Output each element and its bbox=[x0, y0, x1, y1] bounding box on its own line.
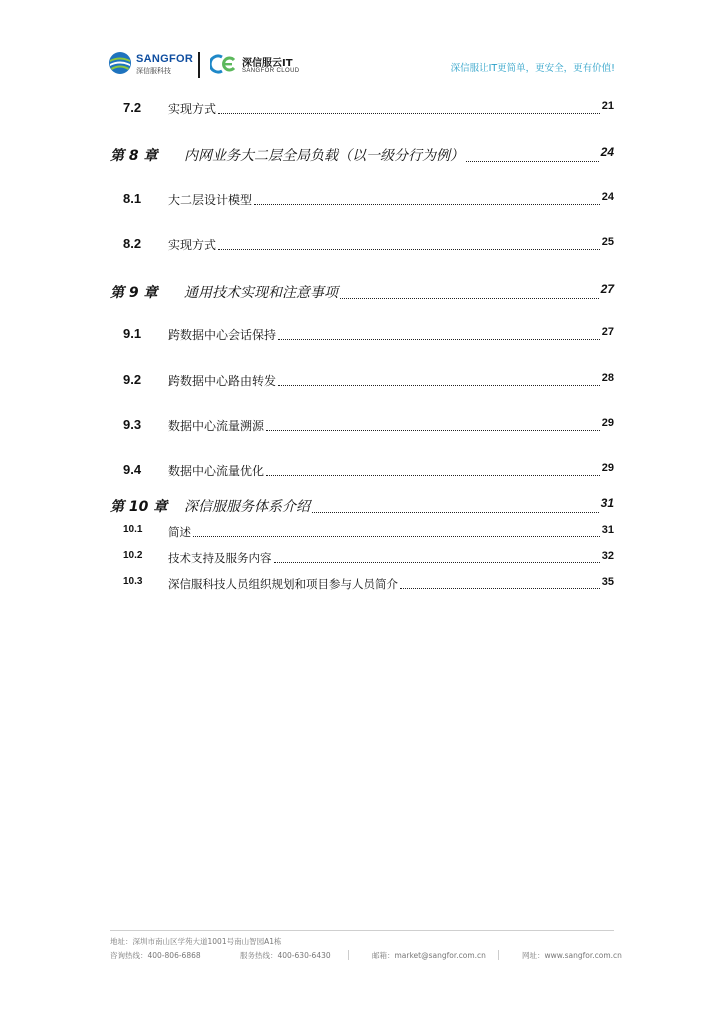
cloud-brand-name: 深信服云IT bbox=[242, 58, 293, 69]
toc-entry-title: 数据中心流量溯源 bbox=[168, 419, 265, 433]
toc-leader-dots bbox=[266, 473, 600, 476]
toc-page-number: 29 bbox=[601, 417, 614, 429]
toc-leader-dots bbox=[278, 383, 600, 386]
toc-leader-dots bbox=[266, 428, 600, 431]
toc-entry-number: 8.2 bbox=[123, 236, 142, 251]
toc-leader-dots bbox=[218, 111, 600, 114]
footer-divider bbox=[110, 930, 614, 931]
toc-entry-number: 10.1 bbox=[123, 524, 143, 535]
toc-leader-dots bbox=[312, 510, 599, 513]
toc-leader-dots bbox=[254, 202, 600, 205]
brand-sub: 深信服科技 bbox=[136, 67, 171, 75]
toc-leader-dots bbox=[466, 159, 599, 162]
toc-leader-dots bbox=[400, 586, 600, 589]
toc-entry-title: 深信服科技人员组织规划和项目参与人员简介 bbox=[168, 577, 398, 591]
toc-page-number: 32 bbox=[601, 550, 614, 562]
page-header bbox=[0, 0, 724, 90]
toc-leader-dots bbox=[340, 296, 599, 299]
footer-service-hotline: 服务热线：400-630-6430 bbox=[240, 951, 331, 960]
toc-entry-title: 内网业务大二层全局负载（以一级分行为例） bbox=[184, 148, 464, 164]
sangfor-globe-icon bbox=[108, 51, 132, 75]
toc-page-number: 31 bbox=[601, 524, 614, 536]
sangfor-logo bbox=[108, 51, 194, 81]
brand-name: SANGFOR bbox=[136, 53, 194, 65]
cloud-brand-sub: SANGFOR CLOUD bbox=[242, 68, 300, 74]
toc-leader-dots bbox=[278, 337, 600, 340]
toc-leader-dots bbox=[274, 560, 600, 563]
toc-entry-number: 第 10 章 bbox=[110, 499, 168, 515]
toc-page-number: 29 bbox=[601, 462, 614, 474]
toc-entry-number: 9.2 bbox=[123, 372, 142, 387]
toc-entry-number: 8.1 bbox=[123, 191, 142, 206]
toc-page-number: 21 bbox=[601, 100, 614, 112]
toc-entry-number: 第 9 章 bbox=[110, 285, 158, 301]
toc-entry-title: 实现方式 bbox=[168, 102, 217, 116]
toc-entry-number: 第 8 章 bbox=[110, 148, 158, 164]
toc-page-number: 27 bbox=[601, 326, 614, 338]
footer-separator bbox=[348, 950, 349, 960]
cloud-logo-icon bbox=[210, 54, 236, 74]
toc-entry-title: 通用技术实现和注意事项 bbox=[184, 285, 338, 301]
toc-page-number: 25 bbox=[601, 236, 614, 248]
footer-email: 邮箱：market@sangfor.com.cn bbox=[372, 951, 486, 960]
toc-entry-title: 跨数据中心路由转发 bbox=[168, 374, 277, 388]
toc-entry-title: 实现方式 bbox=[168, 238, 217, 252]
header-slogan: 深信服让IT更简单，更安全，更有价值! bbox=[450, 63, 615, 74]
toc-leader-dots bbox=[218, 247, 600, 250]
toc-entry-number: 7.2 bbox=[123, 100, 142, 115]
toc-page-number: 35 bbox=[601, 576, 614, 588]
toc-entry-number: 9.1 bbox=[123, 326, 142, 341]
toc-entry-number: 9.3 bbox=[123, 417, 142, 432]
logo-divider bbox=[198, 52, 200, 78]
toc-page-number: 24 bbox=[600, 145, 614, 159]
footer-separator bbox=[498, 950, 499, 960]
toc-entry-title: 大二层设计模型 bbox=[168, 193, 253, 207]
toc-page-number: 31 bbox=[600, 496, 614, 510]
toc-entry-number: 10.3 bbox=[123, 576, 143, 587]
toc-entry-title: 跨数据中心会话保持 bbox=[168, 328, 277, 342]
footer-consult-hotline: 咨询热线：400-806-6868 bbox=[110, 951, 201, 960]
toc-leader-dots bbox=[193, 534, 600, 537]
toc-entry-number: 9.4 bbox=[123, 462, 142, 477]
footer-website: 网址：www.sangfor.com.cn bbox=[522, 951, 622, 960]
toc-entry-number: 10.2 bbox=[123, 550, 143, 561]
toc-entry-title: 技术支持及服务内容 bbox=[168, 551, 272, 565]
sangfor-cloud-logo bbox=[210, 52, 310, 80]
toc-entry-title: 数据中心流量优化 bbox=[168, 464, 265, 478]
toc-page-number: 27 bbox=[600, 282, 614, 296]
footer-address: 地址：深圳市南山区学苑大道1001号南山智园A1栋 bbox=[110, 937, 282, 946]
toc-entry-title: 深信服服务体系介绍 bbox=[184, 499, 310, 515]
toc-page-number: 28 bbox=[601, 372, 614, 384]
toc-page-number: 24 bbox=[601, 191, 614, 203]
toc-entry-title: 简述 bbox=[168, 525, 191, 539]
